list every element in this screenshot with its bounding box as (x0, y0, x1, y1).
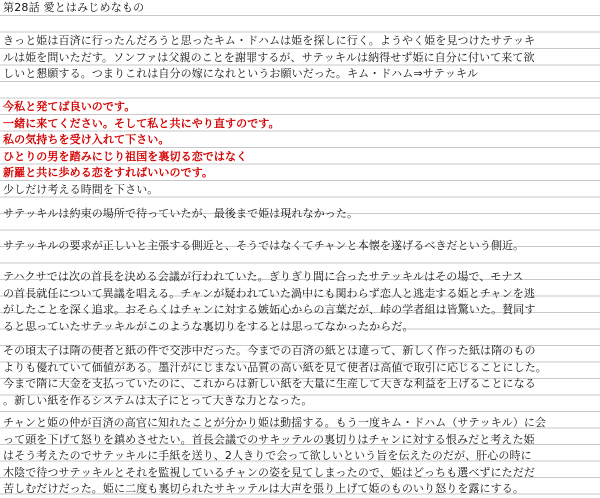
dialogue-line-4: ひとりの男を踏みにじり祖国を裏切る恋ではなく (3, 149, 248, 163)
paragraph-8-line-4: 木陰で待つサテッキルとそれを監視しているチャンの姿を見てしまったので、姫はどっちも選べずにただだ (3, 465, 535, 479)
page-title: 第28話 愛とはみじめなもの (3, 1, 145, 14)
paragraph-6-line-2: の首長就任について異議を唱える。チャンが疑われていた渦中にも関わらず恋人と逃走する姫とチャンを逃 (3, 286, 535, 300)
paragraph-7-line-3: 今まで隋に大金を支払っていたのに、これからは新しい紙を大量に生産して大きな利益を上げることになる (3, 377, 536, 390)
paragraph-1-line-1: きっと姫は百済に行ったんだろうと思ったキム・ドハムは姫を探しに行く。ようやく姫を見つけたサテッキ (3, 34, 536, 47)
paragraph-7-line-2: よりも優れていて価値がある。墨汁がにじまない品質の高い紙を見て使者は高値で取引に応じることにした。 (3, 360, 547, 374)
paragraph-8-line-5: 苦しむだけだった。姫に二度も裏切られたサキッテルは大声を張り上げて姫のものいり怒りを露にする。 (3, 482, 524, 495)
dialogue-line-5: 新羅と共に歩める恋をすればいいのです。 (3, 166, 214, 179)
paragraph-6-line-3: がしたことを深く追求。おそらくはチャンに対する嫉妬心からの言葉だが、峠の学者組は皆驚いた。賛同す (3, 303, 536, 316)
paragraph-5-line-1: サテッキルの要求が正しいと主張する側近と、そうではなくてチャンと本懐を遂げるべきだという側近。 (3, 239, 525, 252)
paragraph-8-line-3: はそう考えたのでサテッキルに手紙を送り、2人きりで会って欲しいという旨を伝えたのだが、肝心の時に (3, 449, 532, 462)
paragraph-7-line-4: 。新しい紙を作るシステムは太子にとって大きな力となった。 (3, 393, 313, 407)
paragraph-8-line-1: チャンと姫の仲が百済の高官に知れたことが分かり姫は動揺する。もう一度キム・ドハム（サテッキル）に会 (3, 416, 547, 429)
paragraph-3-line-1: 少しだけ考える時間を下さい。 (3, 182, 159, 196)
paragraph-6-line-1: テハクサでは次の首長を決める会議が行われていた。ぎりぎり間に合ったサテッキルはその場で、モナス (3, 270, 524, 283)
dialogue-line-1: 今私と発てば良いのです。 (3, 100, 136, 113)
paragraph-4-line-1: サテッキルは約束の場所で待っていたが、最後まで姫は現れなかった。 (3, 207, 359, 220)
paragraph-7-line-1: その頃太子は隋の使者と紙の件で交渉中だった。今までの百済の紙とは違って、新しく作った紙は隋のもの (3, 344, 536, 357)
paragraph-1-line-2: ルは姫を問いただす。ソンファは父親のことを謝罪するが、サテッキルは納得せず姫に自分に付いて来て欲 (3, 50, 535, 64)
paragraph-8-line-2: って頭を下げて怒りを鎮めさせたい。首長会議でのサキッテルの裏切りはチャンに対する恨みだと考えた姫 (3, 432, 535, 446)
dialogue-line-3: 私の気持ちを受け入れて下さい。 (3, 133, 170, 146)
paragraph-1-line-3: しいと懇願する。つまりこれは自分の嫁になれというお願いだった。キム・ドハム⇒サテッキル (3, 67, 479, 80)
paragraph-6-line-4: ると思っていたサテッキルがこのような裏切りをするとは思ってなかったからだ。 (3, 319, 414, 333)
dialogue-line-2: 一緒に来てください。そして私と共にやり直すのです。 (3, 116, 280, 130)
